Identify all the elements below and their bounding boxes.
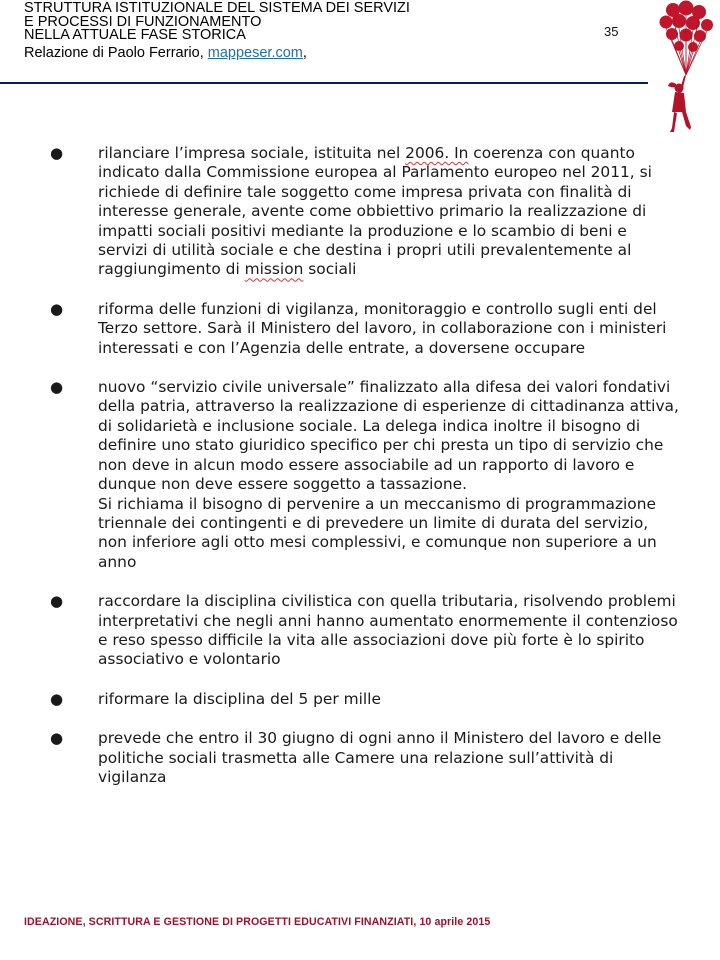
list-item-text bbox=[98, 144, 680, 280]
bullet-list bbox=[40, 144, 680, 807]
list-item bbox=[40, 690, 680, 709]
list-item bbox=[40, 729, 680, 787]
header-title-line-2: E PROCESSI DI FUNZIONAMENTO bbox=[24, 13, 262, 30]
bullet-icon: ● bbox=[50, 592, 64, 611]
bullet-icon: ● bbox=[50, 144, 64, 162]
list-item-text: riformare la disciplina del 5 per mille bbox=[98, 689, 381, 708]
bullet-icon: ● bbox=[50, 729, 64, 748]
list-item-text: prevede che entro il 30 giugno di ogni anno il Ministero del lavoro e delle politiche sociali trasmetta alle Camere una relazione sull’attività di vigilanza bbox=[98, 729, 662, 786]
list-item-text: raccordare la disciplina civilistica con quella tributaria, risolvendo problemi interpretativi che negli anni hanno aumentato enormemente il contenzioso e reso spesso difficile la vita alle associazioni dove più forte è lo spirito associativo e volontario bbox=[98, 592, 678, 669]
list-item bbox=[40, 592, 680, 670]
page-number: 35 bbox=[604, 24, 619, 39]
bullet-icon: ● bbox=[50, 689, 64, 708]
slide-header bbox=[24, 2, 624, 62]
spellcheck-marked-text: mission bbox=[244, 260, 304, 279]
footer-text: IDEAZIONE, SCRITTURA E GESTIONE DI PROGETTI EDUCATIVI FINANZIATI, 10 aprile 2015 bbox=[24, 916, 491, 928]
author-prefix: Relazione di Paolo Ferrario, bbox=[24, 44, 208, 61]
spellcheck-marked-text: 2006. In bbox=[405, 144, 469, 162]
author-website-link[interactable]: mappeser.com bbox=[207, 44, 303, 61]
list-item-text: nuovo “servizio civile universale” finalizzato alla difesa dei valori fondativi della patria, attraverso la realizzazione di esperienze di cittadinanza attiva, di solidarietà e inclusione sociale. La delega indica inoltre il bisogno di definire uno stato giuridico specifico per chi presta un tipo di servizio che non deve in alcun modo essere associabile ad un rapporto di lavoro e dunque non deve essere soggetto a tassazione. bbox=[98, 378, 679, 494]
author-line bbox=[24, 45, 624, 62]
list-item-text: riforma delle funzioni di vigilanza, monitoraggio e controllo sugli enti del Terzo settore. Sarà il Ministero del lavoro, in collaborazione con i ministeri interessati e con l’Agenzia delle entrate, a doversene occupare bbox=[98, 299, 667, 357]
header-title-line-1: STRUTTURA ISTITUZIONALE DEL SISTEMA DEI SERVIZI bbox=[24, 0, 410, 16]
header-divider bbox=[0, 82, 648, 84]
text-span: coerenza con quanto indicato dalla Commissione europea al Parlamento europeo nel 2011, si richiede di definire tale soggetto come impresa privata con finalità di interesse generale, avente come obbiettivo primario la realizzazione di impatti sociali positivi mediante la produzione e lo scambio di beni e servizi di utilità sociale e che destina i propri utili prevalentemente al raggiungimento di bbox=[98, 144, 652, 279]
list-item bbox=[40, 378, 680, 572]
text-span: rilanciare l’impresa sociale, istituita nel bbox=[98, 144, 406, 162]
bullet-icon: ● bbox=[50, 299, 64, 318]
list-item bbox=[40, 144, 680, 280]
bullet-icon: ● bbox=[50, 378, 64, 397]
text-span: sociali bbox=[303, 260, 357, 279]
balloon-girl-icon bbox=[646, 0, 720, 140]
list-item-text-continued: Si richiama il bisogno di pervenire a un meccanismo di programmazione triennale dei contingenti e di prevedere un limite di durata del servizio, non inferiore agli otto mesi complessivi, e comunque non superiore a un anno bbox=[98, 494, 657, 571]
list-item bbox=[40, 300, 680, 358]
author-suffix: , bbox=[302, 44, 307, 61]
header-title-line-3: NELLA ATTUALE FASE STORICA bbox=[24, 27, 246, 43]
